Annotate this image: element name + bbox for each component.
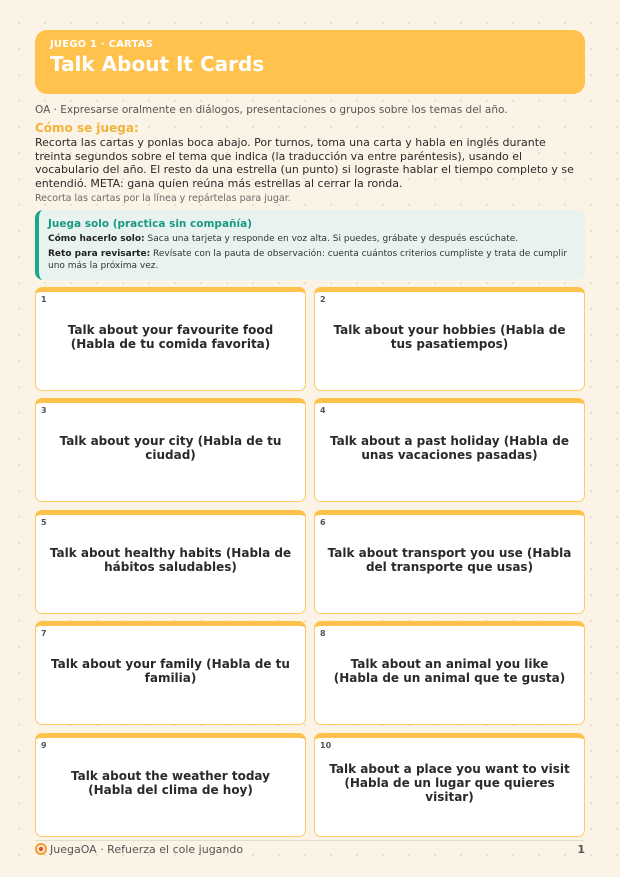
card-number: 1 — [41, 295, 47, 304]
topic-card[interactable] — [314, 287, 585, 391]
topic-card[interactable] — [35, 621, 306, 725]
topic-card[interactable] — [314, 621, 585, 725]
how-to-play-text: Recorta las cartas y ponlas boca abajo. Por turnos, toma una carta y habla en inglés durante treinta segundos sobre el tema que indica (la traducción va entre paréntesis), usando el vocabulario del año. El resto da una estrella (un punto) si lograste hablar el tiempo completo y se entendió. META: gana quien reúna más estrellas al cerrar la ronda. — [35, 136, 574, 190]
solo-challenge-text: Revísate con la pauta de observación: cuenta cuántos criterios cumpliste y trata de cumplir uno más la próxima vez. — [48, 249, 568, 271]
solo-how-text: Saca una tarjeta y responde en voz alta. Si puedes, grábate y después escúchate. — [144, 234, 519, 244]
card-number: 10 — [320, 741, 332, 750]
topic-card[interactable] — [314, 398, 585, 502]
cut-note: Recorta las cartas por la línea y repártelas para jugar. — [35, 193, 291, 204]
target-logo-icon — [35, 843, 47, 855]
topic-card[interactable] — [35, 733, 306, 837]
topic-card[interactable] — [314, 733, 585, 837]
solo-play-box — [35, 210, 585, 280]
card-prompt: Talk about healthy habits (Habla de hábitos saludables) — [49, 546, 292, 574]
page-number: 1 — [577, 843, 585, 856]
topic-card[interactable] — [314, 510, 585, 614]
card-number: 4 — [320, 406, 326, 415]
page-title: Talk About It Cards — [50, 52, 265, 76]
card-prompt: Talk about a place you want to visit (Habla de un lugar que quieres visitar) — [329, 762, 570, 804]
game-eyebrow: JUEGO 1 · CARTAS — [50, 39, 154, 50]
card-number: 8 — [320, 629, 326, 638]
card-prompt: Talk about your hobbies (Habla de tus pasatiempos) — [333, 323, 566, 351]
solo-how-label: Cómo hacerlo solo: — [48, 234, 145, 244]
how-to-play-title: Cómo se juega: — [35, 121, 139, 135]
solo-challenge-label: Reto para revisarte: — [48, 249, 151, 259]
card-number: 2 — [320, 295, 326, 304]
solo-challenge-line — [48, 248, 573, 272]
card-number: 3 — [41, 406, 47, 415]
card-prompt: Talk about an animal you like (Habla de un animal que te gusta) — [333, 657, 566, 685]
card-prompt: Talk about your city (Habla de tu ciudad) — [59, 434, 282, 462]
card-number: 5 — [41, 518, 47, 527]
card-prompt: Talk about your favourite food (Habla de tu comida favorita) — [67, 323, 274, 351]
topic-card[interactable] — [35, 398, 306, 502]
footer-brand: JuegaOA · Refuerza el cole jugando — [50, 843, 244, 856]
card-prompt: Talk about the weather today (Habla del clima de hoy) — [71, 769, 270, 797]
card-prompt: Talk about a past holiday (Habla de unas vacaciones pasadas) — [329, 434, 570, 462]
card-number: 7 — [41, 629, 47, 638]
topic-card[interactable] — [35, 287, 306, 391]
card-prompt: Talk about your family (Habla de tu familia) — [51, 657, 290, 685]
solo-how-line — [48, 234, 573, 244]
learning-objective: OA · Expresarse oralmente en diálogos, presentaciones o grupos sobre los temas del año. — [35, 104, 508, 116]
card-number: 6 — [320, 518, 326, 527]
game-header — [35, 30, 585, 94]
card-number: 9 — [41, 741, 47, 750]
topic-card[interactable] — [35, 510, 306, 614]
card-prompt: Talk about transport you use (Habla del transporte que usas) — [327, 546, 572, 574]
footer-divider — [35, 840, 585, 841]
solo-play-title: Juega solo (practica sin compañía) — [48, 218, 252, 230]
